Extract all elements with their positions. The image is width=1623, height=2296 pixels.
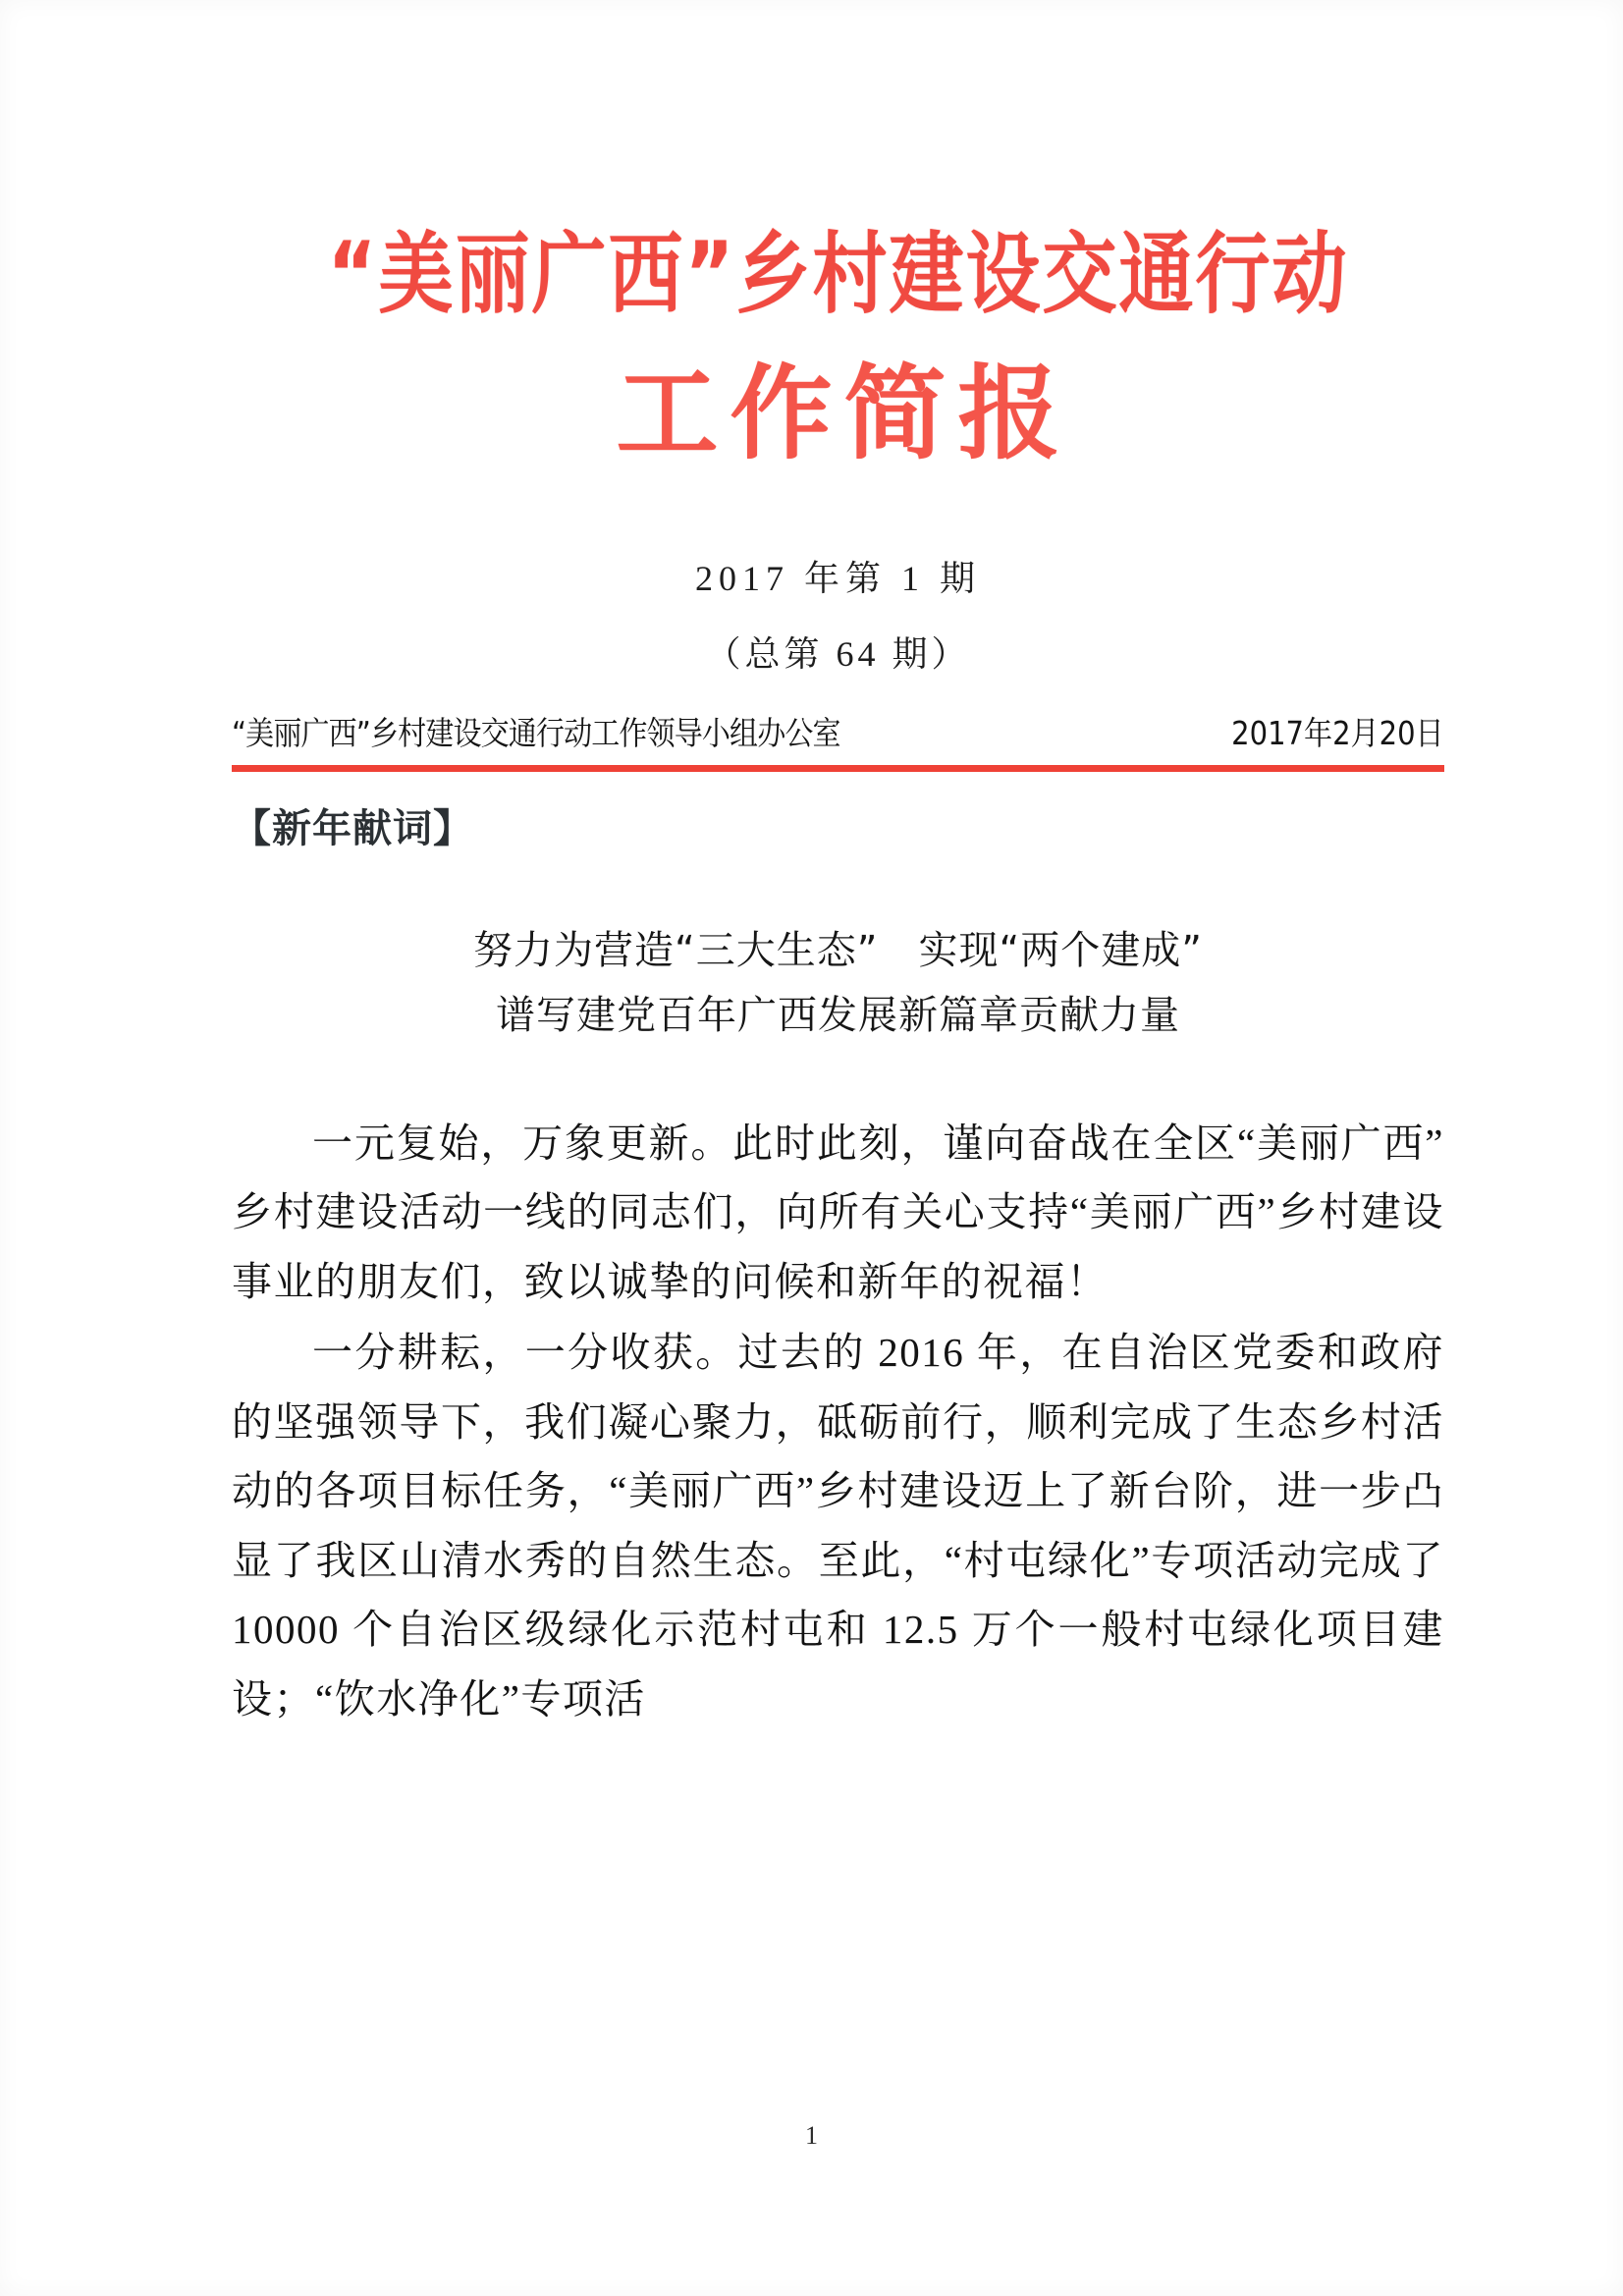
issue-total-line: （总第 64 期）	[705, 633, 971, 674]
article-headline-line-2: 谱写建党百年广西发展新篇章贡献力量	[496, 992, 1180, 1038]
page-content	[232, 0, 1444, 2296]
masthead-title: “美丽广西”乡村建设交通行动	[327, 222, 1349, 326]
article-body	[232, 1109, 1444, 1734]
publisher-date: 2017年2月20日	[1231, 713, 1444, 752]
issue-number-line: 2017 年第 1 期	[694, 558, 981, 598]
section-marker: 【新年献词】	[232, 805, 473, 851]
article-paragraph: 一元复始，万象更新。此时此刻，谨向奋战在全区“美丽广西”乡村建设活动一线的同志们，向所有关心支持“美丽广西”乡村建设事业的朋友们，致以诚挚的问候和新年的祝福！	[232, 1120, 1444, 1304]
article-headline-line-1: 努力为营造“三大生态” 实现“两个建成”	[473, 927, 1203, 973]
masthead	[232, 0, 1444, 471]
masthead-subtitle: 工作简报	[616, 357, 1072, 471]
publisher-line	[232, 708, 1444, 754]
publisher-organization: “美丽广西”乡村建设交通行动工作领导小组办公室	[232, 713, 840, 752]
page-number: 1	[805, 2121, 818, 2150]
article-paragraph: 一分耕耘，一分收获。过去的 2016 年，在自治区党委和政府的坚强领导下，我们凝心聚力，砥砺前行，顺利完成了生态乡村活动的各项目标任务，“美丽广西”乡村建设迈上了新台阶，进一步凸显了我区山清水秀的自然生态。至此，“村屯绿化”专项活动完成了 10000 个自治区级绿化示范村屯和 12.5 万个一般村屯绿化项目建设；“饮水净化”专项活	[232, 1330, 1444, 1722]
publisher-rule-row	[232, 708, 1444, 772]
article-headline	[232, 918, 1444, 1048]
